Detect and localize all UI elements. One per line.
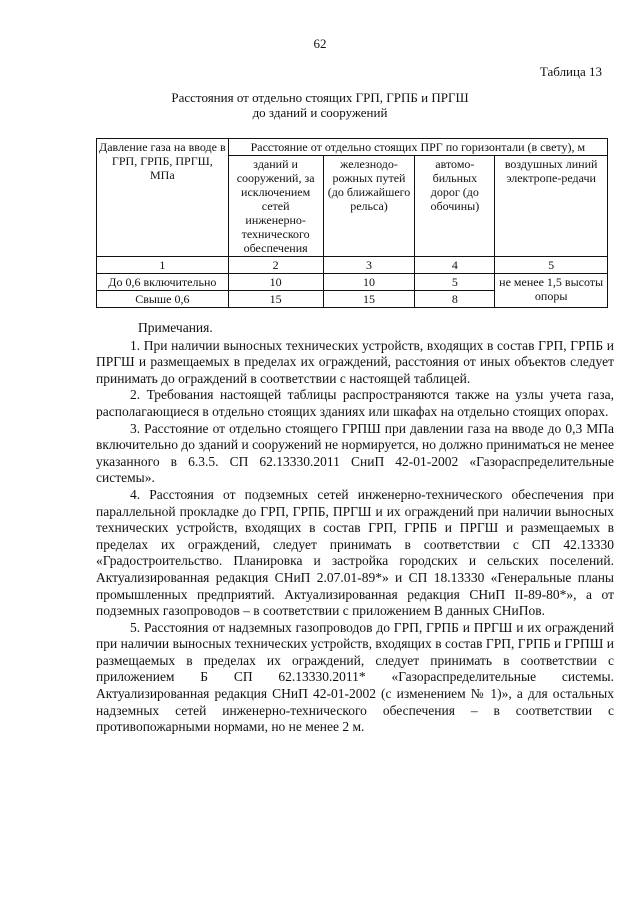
header-pressure: Давление газа на вводе в ГРП, ГРПБ, ПРГШ, МПа xyxy=(97,139,229,257)
notes-title: Примечания. xyxy=(138,320,213,335)
cell-roads: 8 xyxy=(415,291,495,308)
table-caption xyxy=(0,90,640,120)
caption-line-1: Расстояния от отдельно стоящих ГРП, ГРПБ и ПРГШ xyxy=(171,90,469,105)
cell-roads: 5 xyxy=(415,274,495,291)
subheader-buildings: зданий и сооружений, за исключением сетей инженерно-технического обеспечения xyxy=(228,156,323,257)
caption-line-2: до зданий и сооружений xyxy=(252,105,388,120)
column-number: 3 xyxy=(323,257,415,274)
row-label: До 0,6 включительно xyxy=(97,274,229,291)
note-paragraph: 3. Расстояние от отдельно стоящего ГРПШ при давлении газа на вводе до 0,3 МПа включительно до зданий и сооружений не нормируется, но должно приниматься не менее указанного в 6.3.5. СП 62.13330.2011 СниП 42-01-2002 «Газораспределительные системы». xyxy=(96,420,614,486)
column-number-row xyxy=(97,257,608,274)
column-number: 5 xyxy=(495,257,608,274)
cell-buildings: 10 xyxy=(228,274,323,291)
table-label: Таблица 13 xyxy=(539,64,602,79)
note-paragraph: 5. Расстояния от надземных газопроводов до ГРП, ГРПБ и ПРГШ и их ограждений при наличии выносных технических устройств, входящих в состав ГРП, ГРПБ и ГРПШ и размещаемых в пределах их ограждений, следует принимать в соответствии с приложением Б СП 62.13330.2011* «Газораспределительные системы. Актуализированная редакция СНиП 42-01-2002 (с изменением № 1)», а для остальных надземных сетей инженерно-технического обеспечения – в соответствии с противопожарными нормами, но не менее 2 м. xyxy=(96,619,614,735)
note-paragraph: 4. Расстояния от подземных сетей инженерно-технического обеспечения при параллельной прокладке до ГРП, ГРПБ, ПРГШ и их ограждений при наличии выносных технических устройств, входящих в состав ГРП, ГРПБ и ПРГШ и размещаемых в пределах их ограждений, следует принимать в соответствии с СП 42.13330 «Градостроительство. Планировка и застройка городских и сельских поселений. Актуализированная редакция СНиП 2.07.01-89*» и СП 18.13330 «Генеральные планы промышленных предприятий. Актуализированная редакция СНиП II-89-80*», а от подземных газопроводов – в соответствии с приложением В данных СНиПов. xyxy=(96,486,614,619)
subheader-railways: железнодо-рожных путей (до ближайшего рельса) xyxy=(323,156,415,257)
table-row xyxy=(97,274,608,291)
cell-railways: 15 xyxy=(323,291,415,308)
column-number: 2 xyxy=(228,257,323,274)
subheader-roads: автомо-бильных дорог (до обочины) xyxy=(415,156,495,257)
subheader-power-lines: воздушных линий электропе-редачи xyxy=(495,156,608,257)
note-paragraph: 1. При наличии выносных технических устройств, входящих в состав ГРП, ГРПБ и ПРГШ и размещаемых в пределах их ограждений, расстояния от иных объектов следует принимать до ограждений в соответствии с настоящей таблицей. xyxy=(96,337,614,386)
notes-section xyxy=(96,320,614,736)
column-number: 1 xyxy=(97,257,229,274)
header-distance-group: Расстояние от отдельно стоящих ПРГ по горизонтали (в свету), м xyxy=(228,139,607,156)
cell-buildings: 15 xyxy=(228,291,323,308)
row-label: Свыше 0,6 xyxy=(97,291,229,308)
page-number: 62 xyxy=(313,36,327,51)
column-number: 4 xyxy=(415,257,495,274)
table-header-row xyxy=(97,139,608,156)
cell-power-lines: не менее 1,5 высоты опоры xyxy=(495,274,608,308)
distance-table xyxy=(96,138,608,308)
cell-railways: 10 xyxy=(323,274,415,291)
note-paragraph: 2. Требования настоящей таблицы распространяются также на узлы учета газа, располагающиеся в отдельно стоящих зданиях или шкафах на отдельно стоящих опорах. xyxy=(96,387,614,419)
